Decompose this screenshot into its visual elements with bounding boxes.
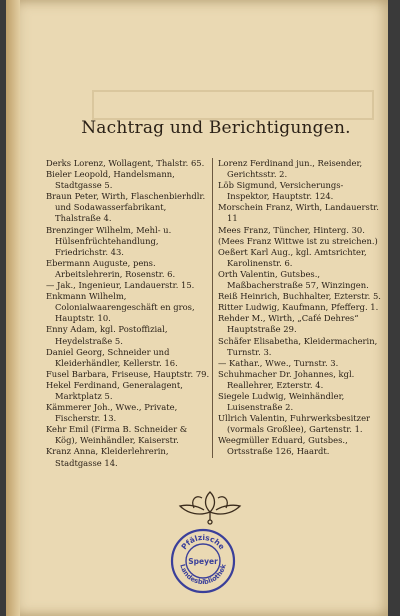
list-entry: Lorenz Ferdinand jun., Reisender, Gerichtsstr. 2.	[218, 158, 363, 180]
list-entry: Enny Adam, kgl. Postoffizial, Heydelstraße 5.	[46, 324, 168, 346]
list-entry: Morschein Franz, Wirth, Landauerstr. 11	[218, 202, 379, 224]
list-entry: — Jak., Ingenieur, Landauerstr. 15.	[46, 280, 195, 291]
stamp-text-center: Speyer	[188, 557, 218, 566]
list-entry: Brenzinger Wilhelm, Mehl- u. Hülsenfrüchtehandlung, Friedrichstr. 43.	[46, 224, 172, 257]
list-entry: Oeßert Karl Aug., kgl. Amtsrichter, Karolinenstr. 6.	[218, 246, 367, 268]
list-entry: Bieler Leopold, Handelsmann, Stadtgasse 5.	[46, 169, 175, 191]
list-entry: Ullrich Valentin, Fuhrwerksbesitzer (vormals Großlee), Gartenstr. 1.	[218, 413, 371, 435]
fleuron-ornament-icon	[174, 486, 246, 526]
list-entry: Schuhmacher Dr. Johannes, kgl. Reallehrer, Ezterstr. 4.	[218, 368, 355, 390]
list-entry: Kranz Anna, Kleiderlehrerin, Stadtgasse 14.	[46, 446, 169, 468]
list-entry: Siegele Ludwig, Weinhändler, Luisenstraße 2.	[218, 390, 345, 413]
list-entry: Mees Franz, Tüncher, Hinterg. 30.	[218, 224, 365, 235]
page-title: Nachtrag und Berichtigungen.	[81, 118, 351, 138]
list-entry: Ritter Ludwig, Kaufmann, Pfefferg. 1.	[218, 302, 379, 313]
right-column	[218, 158, 382, 458]
list-entry: — Kathar., Wwe., Turnstr. 3.	[218, 357, 339, 368]
bleed-through-frame	[92, 90, 374, 120]
page-gutter-shadow	[6, 0, 20, 616]
list-entry: (Mees Franz Wittwe ist zu streichen.)	[218, 235, 378, 246]
list-entry: Hekel Ferdinand, Generalagent, Marktplatz 5.	[46, 379, 183, 401]
list-entry: Rehder M., Wirth, „Café Dehres“ Hauptstraße 29.	[218, 313, 359, 335]
stamp-text-top: Pfälzische	[179, 532, 227, 552]
list-entry: Daniel Georg, Schneider und Kleiderhändler, Kellerstr. 16.	[46, 346, 178, 368]
library-stamp	[170, 528, 236, 594]
list-entry: Braun Peter, Wirth, Flaschenbierhdlr. und Sodawasserfabrikant, Thalstraße 4.	[46, 191, 206, 224]
book-page	[6, 0, 388, 616]
list-entry: Fusel Barbara, Friseuse, Hauptstr. 79.	[46, 368, 210, 379]
list-entry: Ebermann Auguste, pens. Arbeitslehrerin, Rosenstr. 6.	[46, 257, 176, 279]
list-entry: Derks Lorenz, Wollagent, Thalstr. 65.	[46, 158, 205, 168]
left-column	[46, 158, 210, 469]
list-entry: Löb Sigmund, Versicherungs-Inspektor, Hauptstr. 124.	[218, 180, 344, 202]
list-entry: Enkmann Wilhelm, Colonialwaarengeschäft en gros, Hauptstr. 10.	[46, 291, 195, 324]
list-entry: Schäfer Elisabetha, Kleidermacherin, Turnstr. 3.	[218, 335, 378, 357]
stamp-text-bottom: Landesbibliothek	[178, 563, 228, 587]
list-entry: Reiß Heinrich, Buchhalter, Ezterstr. 5.	[218, 291, 381, 302]
list-entry: Kämmerer Joh., Wwe., Private, Fischerstr. 13.	[46, 402, 178, 424]
list-entry: Weegmüller Eduard, Gutsbes., Ortsstraße 126, Haardt.	[218, 435, 348, 457]
list-entry: Kehr Emil (Firma B. Schneider & Kög), Weinhändler, Kaiserstr.	[46, 424, 188, 446]
list-entry: Orth Valentin, Gutsbes., Maßbacherstraße 57, Winzingen.	[218, 268, 369, 291]
column-divider	[212, 158, 213, 458]
